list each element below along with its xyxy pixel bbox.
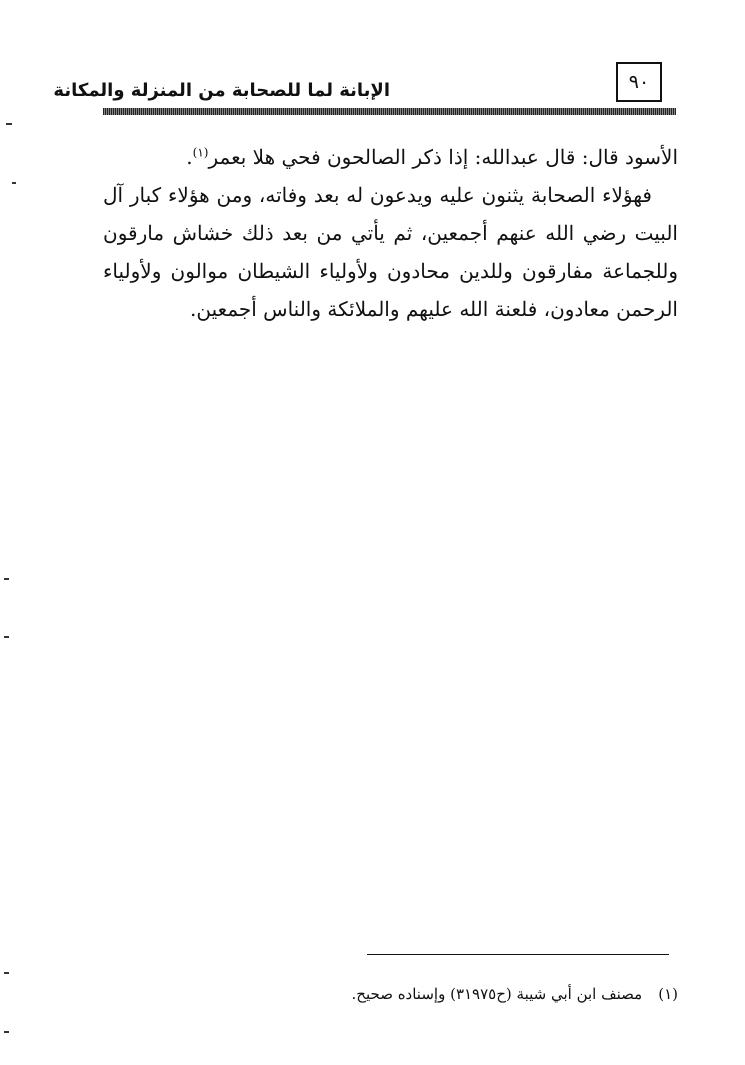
scan-mark: [6, 123, 12, 125]
footnote-number: (١): [658, 985, 678, 1003]
paragraph-2: فهؤلاء الصحابة يثنون عليه ويدعون له بعد وفاته، ومن هؤلاء كبار آل البيت رضي الله عنهم أجمعين، ثم يأتي من بعد ذلك خشاش مارقون وللجماعة مفارقون وللدين محادون ولأولياء الشيطان موالون ولأولياء الرحمن معادون، فلعنة الله عليهم والملائكة والناس أجمعين.: [103, 183, 678, 321]
scan-mark: [12, 182, 16, 184]
paragraph-1: [103, 138, 678, 176]
paragraph-1-text: الأسود قال: قال عبدالله: إذا ذكر الصالحون فحي هلا بعمر: [208, 145, 678, 169]
scan-mark: [4, 1031, 9, 1033]
running-header-title: الإبانة لما للصحابة من المنزلة والمكانة: [53, 80, 390, 101]
header-rule: [103, 108, 676, 115]
footnote-reference: (١): [192, 145, 209, 160]
footnote: [300, 980, 678, 1008]
footnote-separator: [367, 954, 669, 955]
page-number-box: [616, 62, 662, 102]
paragraph-1-end: .: [186, 145, 193, 169]
scan-mark: [4, 578, 9, 580]
footnote-text: مصنف ابن أبي شيبة (ح٣١٩٧٥) وإسناده صحيح.: [351, 985, 643, 1003]
scan-mark: [4, 636, 9, 638]
scan-mark: [4, 972, 9, 974]
body-text: [103, 138, 678, 328]
page-number: ٩٠: [628, 71, 650, 93]
